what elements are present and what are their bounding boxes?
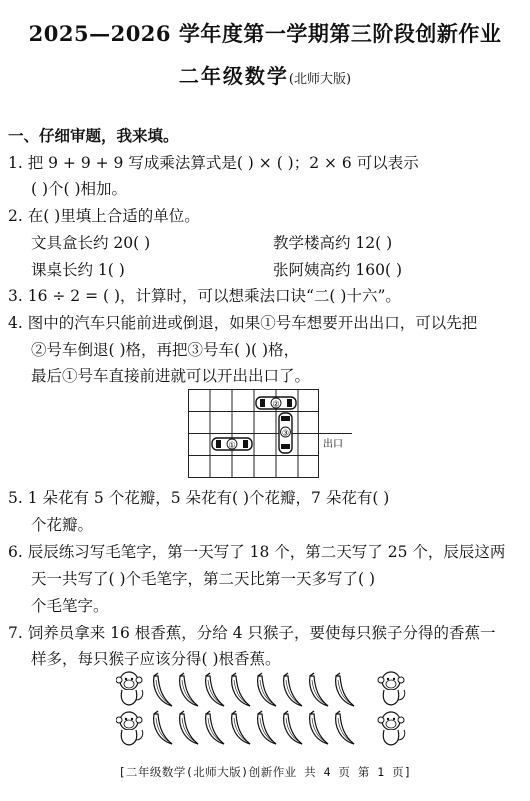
question-6-line-3: 个毛笔字。 xyxy=(31,597,109,615)
banana-icon xyxy=(258,711,276,744)
car-2-label: ② xyxy=(272,399,280,409)
car-1-label: ① xyxy=(228,440,236,450)
parking-grid-figure xyxy=(188,389,354,483)
page-title: 2025—2026 学年度第一学期第三阶段创新作业 xyxy=(28,21,502,46)
exit-label: 出口 xyxy=(323,439,343,450)
monkeys-bananas-svg xyxy=(116,670,411,748)
monkey-icon xyxy=(116,712,143,745)
question-3-line-1: 3. 16 ÷ 2 = ( )，计算时，可以想乘法口诀“二( )十六”。 xyxy=(8,287,401,305)
monkey-icon xyxy=(378,672,405,705)
banana-icon xyxy=(310,673,328,706)
exit-gap xyxy=(320,434,322,455)
page-subtitle xyxy=(0,60,530,89)
monkeys-bananas-illustration xyxy=(116,670,411,752)
banana-icon xyxy=(310,711,328,744)
question-4-line-3: 最后①号车直接前进就可以开出出口了。 xyxy=(31,367,311,385)
banana-icon xyxy=(206,711,224,744)
edition-label: (北师大版) xyxy=(288,72,352,87)
question-2-item-3: 课桌长约 1( ) xyxy=(31,261,125,279)
question-7-line-1: 7. 饲养员拿来 16 根香蕉，分给 4 只猴子，要使每只猴子分得的香蕉一 xyxy=(8,624,496,642)
question-1-line-1: 1. 把 9 + 9 + 9 写成乘法算式是( ) × ( )；2 × 6 可以表示 xyxy=(8,154,419,172)
car-3-label: ③ xyxy=(281,428,290,438)
question-7-line-2: 样多，每只猴子应该分得( )根香蕉。 xyxy=(31,650,281,668)
question-2-line-1: 2. 在( )里填上合适的单位。 xyxy=(8,207,200,225)
question-2-item-2: 教学楼高约 12( ) xyxy=(273,234,393,252)
question-1-line-2: ( )个( )相加。 xyxy=(31,180,128,198)
section-heading: 一、仔细审题，我来填。 xyxy=(8,126,179,145)
banana-icon xyxy=(232,711,250,744)
question-6-line-2: 天一共写了( )个毛笔字，第二天比第一天多写了( ) xyxy=(31,570,376,588)
parking-grid-svg xyxy=(188,389,354,479)
car-2 xyxy=(256,397,296,409)
banana-icon xyxy=(258,673,276,706)
question-6-line-1: 6. 辰辰练习写毛笔字，第一天写了 18 个，第二天写了 25 个，辰辰这两 xyxy=(8,543,506,561)
banana-icon xyxy=(232,673,250,706)
banana-icon xyxy=(336,673,354,706)
question-4-line-1: 4. 图中的汽车只能前进或倒退，如果①号车想要开出出口，可以先把 xyxy=(8,314,478,332)
question-5-line-2: 个花瓣。 xyxy=(31,516,94,534)
banana-icon xyxy=(154,711,172,744)
banana-icon xyxy=(154,673,172,706)
banana-icon xyxy=(206,673,224,706)
subject-label: 二年级数学 xyxy=(178,64,289,88)
banana-icon xyxy=(284,711,302,744)
car-1 xyxy=(212,438,252,450)
monkey-icon xyxy=(378,712,405,745)
question-2-item-1: 文具盒长约 20( ) xyxy=(31,234,151,252)
banana-icon xyxy=(180,673,198,706)
car-3 xyxy=(279,413,292,453)
question-2-item-4: 张阿姨高约 160( ) xyxy=(273,261,403,279)
banana-icon xyxy=(180,711,198,744)
question-4-line-2: ②号车倒退( )格，再把③号车( )( )格， xyxy=(31,341,300,359)
question-5-line-1: 5. 1 朵花有 5 个花瓣，5 朵花有( )个花瓣，7 朵花有( ) xyxy=(8,489,390,507)
monkey-icon xyxy=(116,672,143,705)
banana-icon xyxy=(284,673,302,706)
page-footer: [二年级数学(北师大版)创新作业 共 4 页 第 1 页] xyxy=(118,765,412,779)
banana-icon xyxy=(336,711,354,744)
